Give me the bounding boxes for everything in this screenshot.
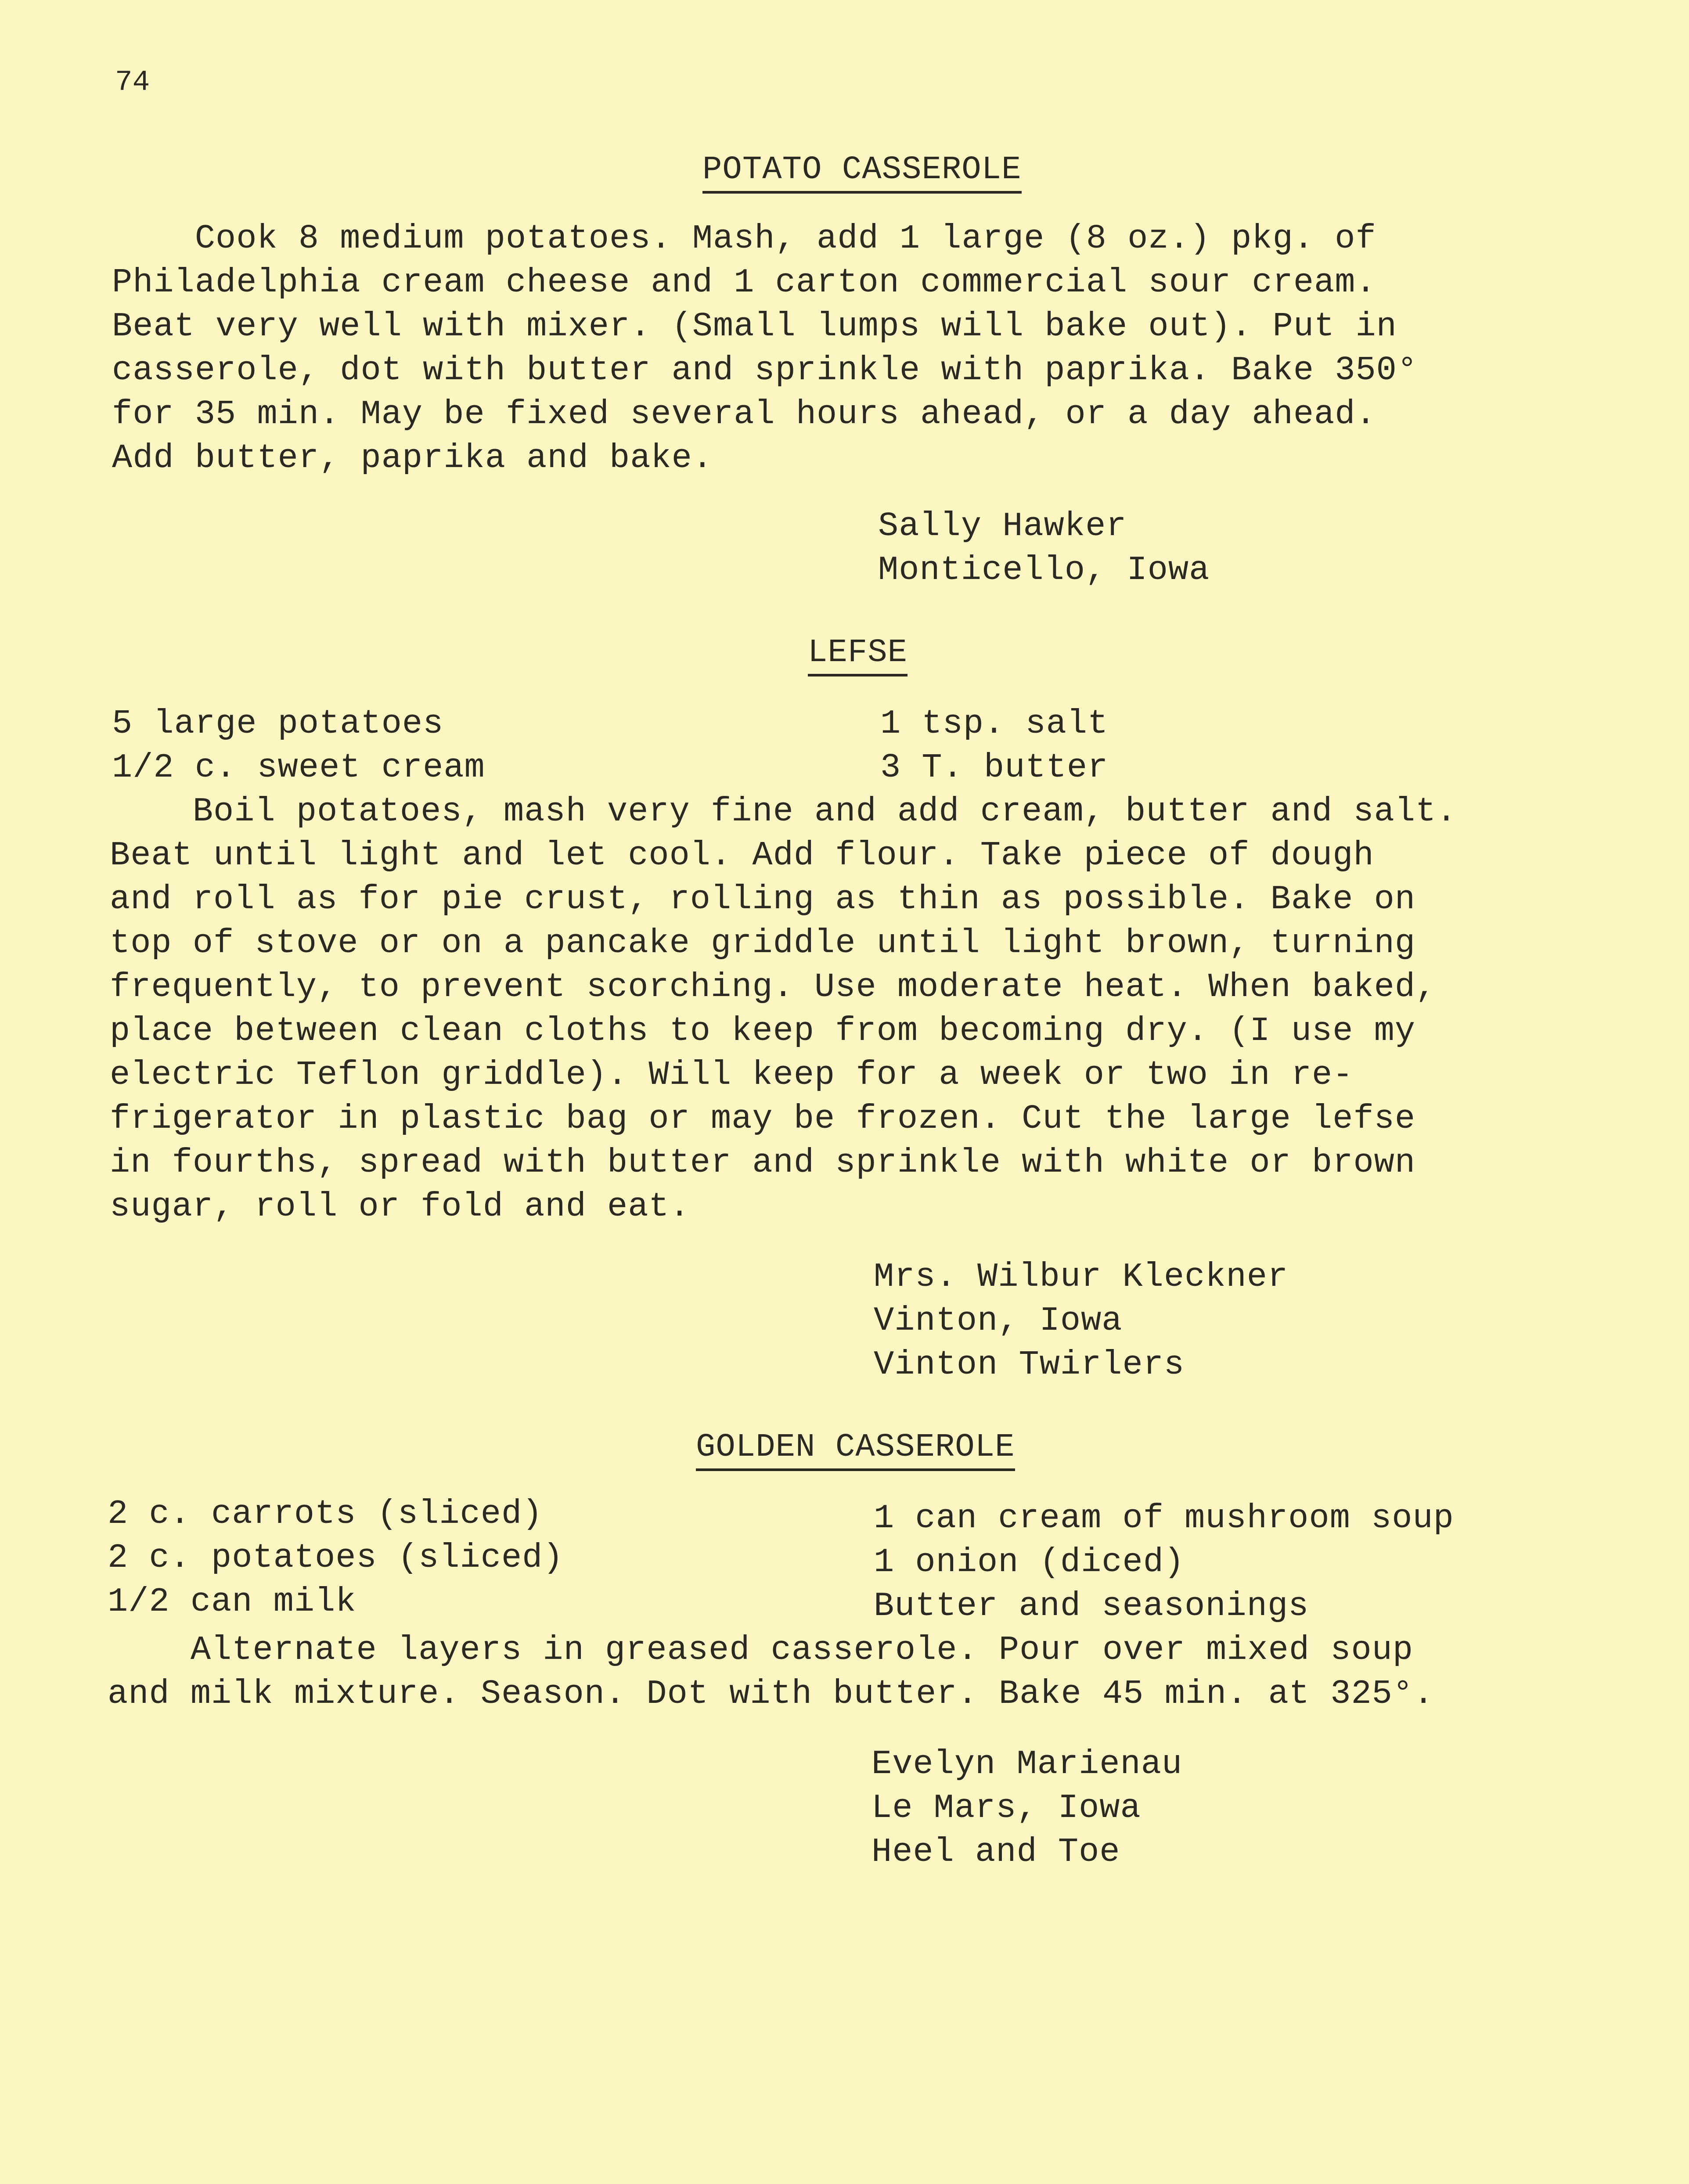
credit-name: Mrs. Wilbur Kleckner	[874, 1258, 1289, 1296]
body-line: frequently, to prevent scorching. Use moderate heat. When baked,	[110, 968, 1437, 1007]
body-line: Cook 8 medium potatoes. Mash, add 1 large (8 oz.) pkg. of	[112, 220, 1376, 258]
recipe-title-potato-casserole: POTATO CASSEROLE	[702, 151, 1022, 194]
credit-name: Sally Hawker	[878, 507, 1127, 546]
body-line: and milk mixture. Season. Dot with butter. Bake 45 min. at 325°.	[108, 1675, 1434, 1713]
ingredient-item: 1 tsp. salt	[880, 705, 1109, 743]
body-line: for 35 min. May be fixed several hours ahead, or a day ahead.	[112, 396, 1376, 434]
credit-location: Vinton, Iowa	[874, 1302, 1123, 1340]
credit-club: Vinton Twirlers	[874, 1346, 1185, 1384]
recipe-title-lefse: LEFSE	[808, 634, 908, 676]
body-line: casserole, dot with butter and sprinkle with paprika. Bake 350°	[112, 352, 1418, 390]
ingredient-item: Butter and seasonings	[874, 1587, 1309, 1626]
body-line: in fourths, spread with butter and sprinkle with white or brown	[110, 1144, 1416, 1182]
credit-location: Monticello, Iowa	[878, 551, 1210, 590]
ingredient-item: 5 large potatoes	[112, 705, 444, 743]
body-line: electric Teflon griddle). Will keep for a week or two in re-	[110, 1056, 1354, 1094]
credit-name: Evelyn Marienau	[872, 1745, 1183, 1784]
body-line: sugar, roll or fold and eat.	[110, 1188, 690, 1226]
ingredient-item: 1 can cream of mushroom soup	[874, 1500, 1454, 1538]
body-line: Beat until light and let cool. Add flour. Take piece of dough	[110, 837, 1374, 875]
ingredient-item: 2 c. carrots (sliced)	[108, 1495, 543, 1533]
ingredient-item: 3 T. butter	[880, 749, 1109, 787]
body-line: Philadelphia cream cheese and 1 carton commercial sour cream.	[112, 264, 1376, 302]
body-line: Alternate layers in greased casserole. Pour over mixed soup	[108, 1631, 1414, 1669]
ingredient-item: 2 c. potatoes (sliced)	[108, 1539, 564, 1577]
body-line: Boil potatoes, mash very fine and add cream, butter and salt.	[110, 793, 1457, 831]
body-line: Beat very well with mixer. (Small lumps will bake out). Put in	[112, 308, 1397, 346]
body-line: Add butter, paprika and bake.	[112, 439, 713, 478]
recipe-title-golden-casserole: GOLDEN CASSEROLE	[696, 1429, 1015, 1471]
body-line: frigerator in plastic bag or may be frozen. Cut the large lefse	[110, 1100, 1416, 1138]
page-number: 74	[115, 66, 150, 99]
ingredient-item: 1/2 c. sweet cream	[112, 749, 485, 787]
credit-location: Le Mars, Iowa	[872, 1789, 1141, 1828]
body-line: place between clean cloths to keep from becoming dry. (I use my	[110, 1012, 1416, 1051]
credit-club: Heel and Toe	[872, 1833, 1120, 1871]
body-line: and roll as for pie crust, rolling as thin as possible. Bake on	[110, 881, 1416, 919]
body-line: top of stove or on a pancake griddle until light brown, turning	[110, 925, 1416, 963]
ingredient-item: 1 onion (diced)	[874, 1544, 1185, 1582]
ingredient-item: 1/2 can milk	[108, 1583, 357, 1621]
